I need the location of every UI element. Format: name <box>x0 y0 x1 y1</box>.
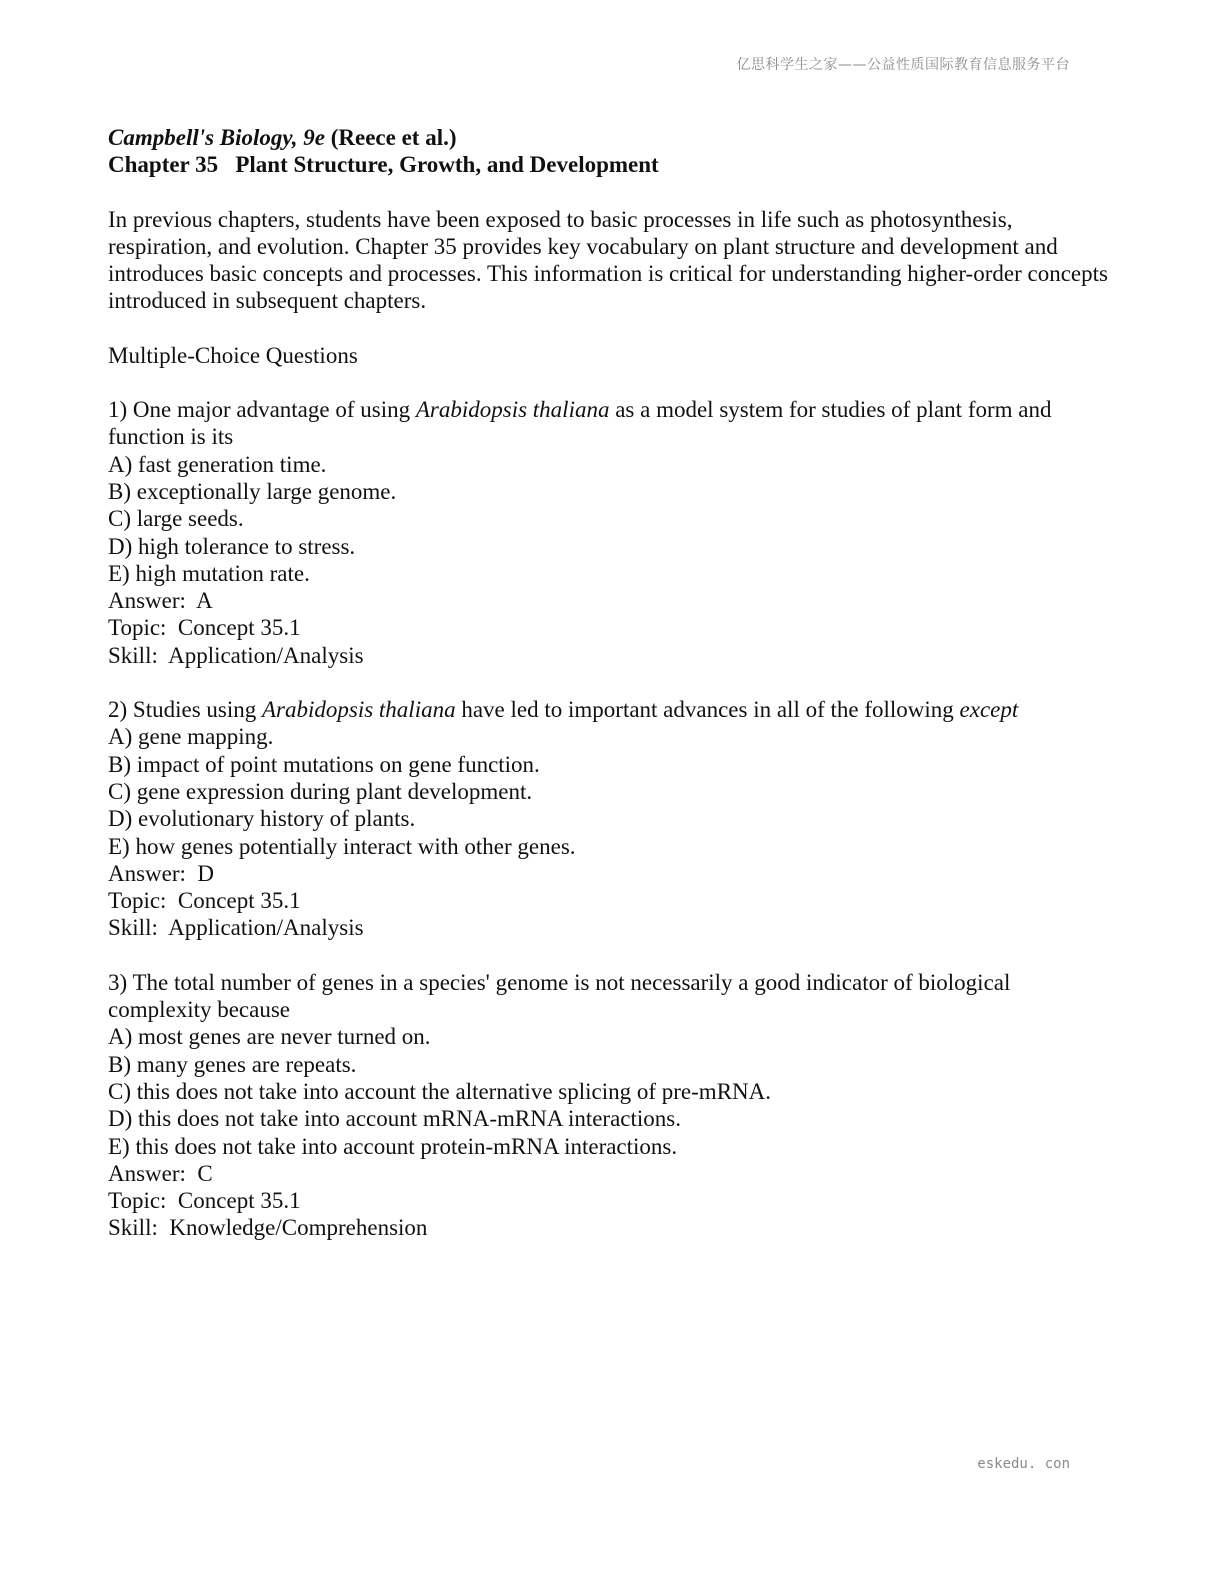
answer: Answer: A <box>108 588 213 614</box>
header-watermark: 亿思科学生之家——公益性质国际教育信息服务平台 <box>736 57 1070 73</box>
option-a: A) most genes are never turned on. <box>108 1024 431 1050</box>
option-e: E) how genes potentially interact with other genes. <box>108 833 576 859</box>
question-2 <box>108 696 1108 942</box>
book-title-italic: Campbell's Biology, 9e <box>108 125 325 150</box>
option-e: E) this does not take into account protein-mRNA interactions. <box>108 1133 678 1159</box>
stem-text: 1) One major advantage of using <box>108 397 416 423</box>
option-b: B) many genes are repeats. <box>108 1051 357 1077</box>
book-title <box>108 124 1108 151</box>
stem-italic: Arabidopsis thaliana <box>261 697 456 723</box>
stem-italic: Arabidopsis thaliana <box>415 397 610 423</box>
answer: Answer: D <box>108 860 215 886</box>
section-heading: Multiple-Choice Questions <box>108 342 358 368</box>
question-3 <box>108 969 1108 1242</box>
option-c: C) this does not take into account the alternative splicing of pre-mRNA. <box>108 1078 772 1104</box>
stem-text: as a model system for studies of plant form and function is its <box>108 397 1052 450</box>
option-b: B) exceptionally large genome. <box>108 478 397 504</box>
skill: Skill: Application/Analysis <box>108 642 364 668</box>
topic: Topic: Concept 35.1 <box>108 1188 301 1214</box>
option-d: D) this does not take into account mRNA-mRNA interactions. <box>108 1106 681 1132</box>
intro-paragraph: In previous chapters, students have been exposed to basic processes in life such as photosynthesis, respiration, and evolution. Chapter 35 provides key vocabulary on plant structure and development and introduces basic concepts and processes. This information is critical for understanding higher-order concepts introduced in subsequent chapters. <box>108 206 1108 314</box>
option-e: E) high mutation rate. <box>108 560 310 586</box>
question-1 <box>108 396 1108 669</box>
document-content <box>108 124 1108 1242</box>
option-d: D) high tolerance to stress. <box>108 533 356 559</box>
option-a: A) gene mapping. <box>108 724 274 750</box>
book-authors: (Reece et al.) <box>325 125 457 150</box>
stem-text: have led to important advances in all of the following <box>455 697 960 723</box>
topic: Topic: Concept 35.1 <box>108 615 301 641</box>
question-stem: 3) The total number of genes in a species' genome is not necessarily a good indicator of biological complexity because <box>108 969 1011 1023</box>
option-a: A) fast generation time. <box>108 451 327 477</box>
skill: Skill: Application/Analysis <box>108 915 364 941</box>
option-c: C) gene expression during plant development. <box>108 778 533 804</box>
footer-watermark: eskedu. con <box>977 1456 1070 1472</box>
stem-italic: except <box>959 697 1019 723</box>
stem-text: 2) Studies using <box>108 697 262 723</box>
question-stem <box>108 696 1108 723</box>
option-c: C) large seeds. <box>108 506 244 532</box>
question-stem <box>108 396 1108 451</box>
chapter-title: Chapter 35 Plant Structure, Growth, and Development <box>108 152 659 178</box>
skill: Skill: Knowledge/Comprehension <box>108 1215 428 1241</box>
answer: Answer: C <box>108 1160 213 1186</box>
topic: Topic: Concept 35.1 <box>108 888 301 914</box>
option-b: B) impact of point mutations on gene function. <box>108 751 540 777</box>
option-d: D) evolutionary history of plants. <box>108 806 416 832</box>
